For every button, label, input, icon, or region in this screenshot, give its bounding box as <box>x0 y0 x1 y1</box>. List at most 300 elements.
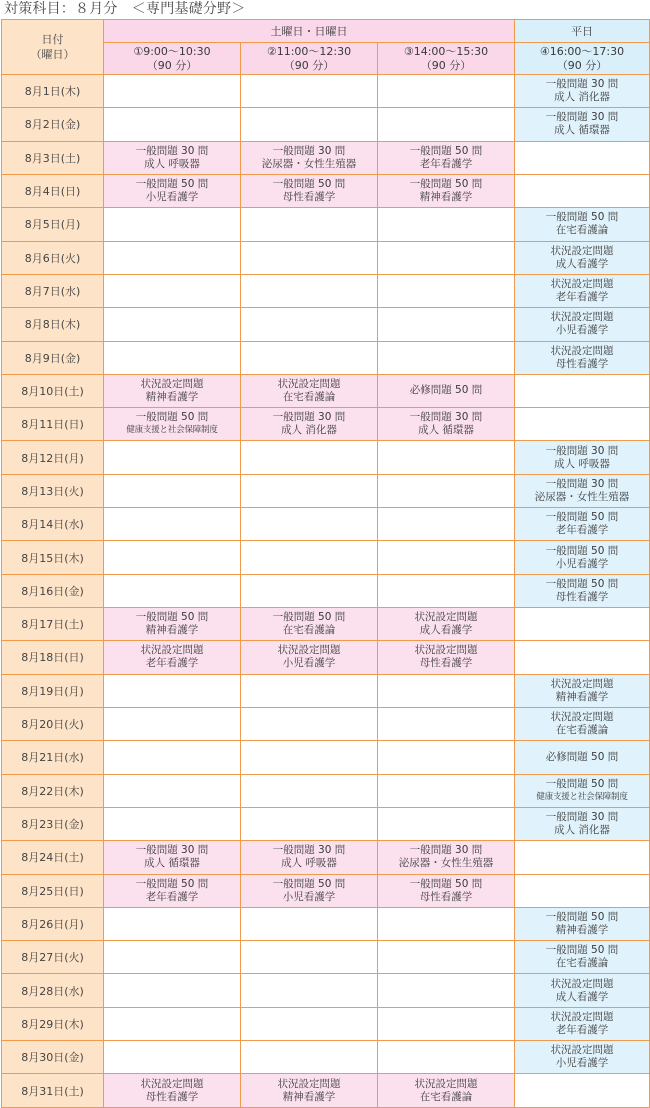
date-cell: 8月3日(土) <box>2 141 104 174</box>
session-subject: 母性看護学 <box>555 590 609 603</box>
session-cell <box>515 508 650 541</box>
session-type: 一般問題 50 問 <box>272 611 346 624</box>
table-row <box>2 508 650 541</box>
session-cell <box>515 75 650 108</box>
header-weekday-group: 平日 <box>515 20 650 43</box>
empty-cell <box>378 707 515 740</box>
session-type: 一般問題 50 問 <box>272 178 346 191</box>
session-subject: 小児看護学 <box>555 1057 609 1070</box>
table-row <box>2 108 650 141</box>
session-cell <box>515 707 650 740</box>
session-type: 状況設定問題 <box>414 611 478 624</box>
empty-cell <box>104 907 241 940</box>
empty-cell <box>104 508 241 541</box>
date-cell: 8月5日(月) <box>2 208 104 241</box>
empty-cell <box>104 1007 241 1040</box>
empty-cell <box>515 641 650 674</box>
session-subject: 成人看護学 <box>555 257 609 270</box>
session-cell <box>104 641 241 674</box>
empty-cell <box>378 907 515 940</box>
date-cell: 8月19日(月) <box>2 674 104 707</box>
session-subject: 老年看護学 <box>555 1023 609 1036</box>
session-type: 状況設定問題 <box>550 711 614 724</box>
session-type: 一般問題 50 問 <box>545 910 619 923</box>
session-cell <box>241 408 378 441</box>
session-cell <box>241 841 378 874</box>
empty-cell <box>378 208 515 241</box>
session-cell <box>515 274 650 307</box>
session-type: 一般問題 30 問 <box>545 444 619 457</box>
empty-cell <box>241 574 378 607</box>
session-cell <box>104 608 241 641</box>
date-cell: 8月6日(火) <box>2 241 104 274</box>
session-type: 一般問題 30 問 <box>545 477 619 490</box>
empty-cell <box>241 441 378 474</box>
table-row <box>2 707 650 740</box>
session-subject: 精神看護学 <box>555 690 609 703</box>
empty-cell <box>378 75 515 108</box>
session-type: 状況設定問題 <box>550 677 614 690</box>
date-cell: 8月18日(日) <box>2 641 104 674</box>
date-cell: 8月29日(木) <box>2 1007 104 1040</box>
session-cell <box>515 774 650 807</box>
session-subject: 在宅看護論 <box>555 724 609 737</box>
session-type: 状況設定問題 <box>550 344 614 357</box>
empty-cell <box>241 807 378 840</box>
empty-cell <box>378 674 515 707</box>
empty-cell <box>241 707 378 740</box>
session-subject: 老年看護学 <box>419 157 473 170</box>
table-row <box>2 75 650 108</box>
session-cell <box>515 907 650 940</box>
empty-cell <box>104 474 241 507</box>
date-cell: 8月7日(水) <box>2 274 104 307</box>
session-cell <box>515 474 650 507</box>
date-cell: 8月1日(木) <box>2 75 104 108</box>
session-subject: 小児看護学 <box>282 890 336 903</box>
header-weekend-group: 土曜日・日曜日 <box>104 20 515 43</box>
session-subject: 泌尿器・女性生殖器 <box>398 857 494 870</box>
session-cell <box>515 308 650 341</box>
session-cell <box>241 174 378 207</box>
session-type: 一般問題 30 問 <box>409 844 483 857</box>
date-cell: 8月4日(日) <box>2 174 104 207</box>
empty-cell <box>104 807 241 840</box>
empty-cell <box>104 674 241 707</box>
session-type: 一般問題 50 問 <box>545 211 619 224</box>
session-cell <box>104 174 241 207</box>
table-row <box>2 608 650 641</box>
table-row <box>2 974 650 1007</box>
empty-cell <box>378 574 515 607</box>
session-cell <box>378 374 515 407</box>
session-subject: 成人 循環器 <box>418 424 474 437</box>
session-cell <box>104 874 241 907</box>
session-type: 状況設定問題 <box>277 1077 341 1090</box>
date-cell: 8月16日(金) <box>2 574 104 607</box>
table-row <box>2 408 650 441</box>
empty-cell <box>104 974 241 1007</box>
session-subject: 在宅看護論 <box>419 1090 473 1103</box>
session-subject: 精神看護学 <box>145 390 199 403</box>
session-cell <box>378 641 515 674</box>
empty-cell <box>241 941 378 974</box>
empty-cell <box>515 1074 650 1108</box>
empty-cell <box>241 774 378 807</box>
session-subject: 成人 消化器 <box>281 424 337 437</box>
empty-cell <box>378 241 515 274</box>
session-type: 状況設定問題 <box>550 977 614 990</box>
table-row <box>2 1007 650 1040</box>
session-type: 一般問題 30 問 <box>545 811 619 824</box>
table-row <box>2 308 650 341</box>
session-type: 一般問題 50 問 <box>545 577 619 590</box>
empty-cell <box>241 541 378 574</box>
session-type: 一般問題 50 問 <box>545 544 619 557</box>
session-type: 状況設定問題 <box>550 244 614 257</box>
session-subject: 成人 呼吸器 <box>554 457 610 470</box>
session-subject: 在宅看護論 <box>555 224 609 237</box>
session-type: 一般問題 30 問 <box>272 844 346 857</box>
session-type: 状況設定問題 <box>550 311 614 324</box>
table-row <box>2 341 650 374</box>
schedule-table <box>1 19 650 1108</box>
empty-cell <box>104 741 241 774</box>
date-cell: 8月2日(金) <box>2 108 104 141</box>
date-cell: 8月9日(金) <box>2 341 104 374</box>
empty-cell <box>378 474 515 507</box>
date-cell: 8月13日(火) <box>2 474 104 507</box>
session-cell <box>241 641 378 674</box>
date-cell: 8月15日(木) <box>2 541 104 574</box>
empty-cell <box>104 208 241 241</box>
session-cell <box>515 108 650 141</box>
session-subject: 泌尿器・女性生殖器 <box>534 490 630 503</box>
table-row <box>2 1041 650 1074</box>
empty-cell <box>241 108 378 141</box>
session-type: 状況設定問題 <box>140 377 204 390</box>
header-row-groups <box>2 20 650 43</box>
session-cell <box>378 141 515 174</box>
session-type: 状況設定問題 <box>550 1010 614 1023</box>
empty-cell <box>104 241 241 274</box>
header-slot-1 <box>104 43 241 75</box>
session-cell <box>378 174 515 207</box>
empty-cell <box>104 541 241 574</box>
session-subject: 老年看護学 <box>145 890 199 903</box>
date-cell: 8月8日(木) <box>2 308 104 341</box>
empty-cell <box>104 441 241 474</box>
session-cell <box>515 974 650 1007</box>
session-subject: 母性看護学 <box>419 657 473 670</box>
session-cell <box>515 208 650 241</box>
slot-time: ①9:00～10:30 <box>133 44 211 58</box>
session-type: 状況設定問題 <box>140 644 204 657</box>
session-type: 一般問題 50 問 <box>135 178 209 191</box>
session-type: 必修問題 50 問 <box>545 750 619 763</box>
session-subject: 精神看護学 <box>419 191 473 204</box>
header-slot-4 <box>515 43 650 75</box>
session-cell <box>515 941 650 974</box>
session-cell <box>104 374 241 407</box>
session-cell <box>378 841 515 874</box>
empty-cell <box>378 807 515 840</box>
session-subject: 母性看護学 <box>145 1090 199 1103</box>
empty-cell <box>104 341 241 374</box>
session-type: 状況設定問題 <box>550 278 614 291</box>
session-subject: 精神看護学 <box>282 1090 336 1103</box>
session-cell <box>378 874 515 907</box>
empty-cell <box>241 508 378 541</box>
session-cell <box>515 741 650 774</box>
empty-cell <box>241 1041 378 1074</box>
session-type: 状況設定問題 <box>414 644 478 657</box>
session-subject: 母性看護学 <box>419 890 473 903</box>
empty-cell <box>378 774 515 807</box>
session-type: 状況設定問題 <box>140 1077 204 1090</box>
session-type: 一般問題 30 問 <box>545 78 619 91</box>
page-title: 対策科目：８月分 ＜専門基礎分野＞ <box>4 1 246 17</box>
empty-cell <box>241 974 378 1007</box>
empty-cell <box>378 541 515 574</box>
empty-cell <box>515 408 650 441</box>
date-cell: 8月10日(土) <box>2 374 104 407</box>
empty-cell <box>241 907 378 940</box>
session-type: 状況設定問題 <box>277 644 341 657</box>
table-row <box>2 274 650 307</box>
session-cell <box>241 874 378 907</box>
empty-cell <box>241 1007 378 1040</box>
date-cell: 8月12日(月) <box>2 441 104 474</box>
session-cell <box>515 1041 650 1074</box>
session-cell <box>104 408 241 441</box>
session-cell <box>515 241 650 274</box>
date-cell: 8月31日(土) <box>2 1074 104 1108</box>
empty-cell <box>104 941 241 974</box>
empty-cell <box>104 308 241 341</box>
session-cell <box>241 141 378 174</box>
schedule-body <box>2 75 650 1108</box>
session-subject: 成人 消化器 <box>554 91 610 104</box>
session-type: 一般問題 50 問 <box>545 511 619 524</box>
empty-cell <box>378 341 515 374</box>
table-row <box>2 241 650 274</box>
session-type: 状況設定問題 <box>414 1077 478 1090</box>
session-cell <box>515 541 650 574</box>
header-slot-2 <box>241 43 378 75</box>
session-subject: 老年看護学 <box>555 291 609 304</box>
table-row <box>2 574 650 607</box>
session-cell <box>241 608 378 641</box>
session-type: 一般問題 50 問 <box>409 144 483 157</box>
empty-cell <box>104 574 241 607</box>
slot-time: ③14:00～15:30 <box>403 44 489 58</box>
empty-cell <box>241 474 378 507</box>
table-row <box>2 774 650 807</box>
session-subject: 成人 循環器 <box>144 857 200 870</box>
date-cell: 8月17日(土) <box>2 608 104 641</box>
session-subject: 母性看護学 <box>555 357 609 370</box>
session-cell <box>378 1074 515 1108</box>
empty-cell <box>104 1041 241 1074</box>
session-subject: 在宅看護論 <box>282 390 336 403</box>
table-row <box>2 441 650 474</box>
slot-time: ④16:00～17:30 <box>539 44 625 58</box>
session-subject: 小児看護学 <box>145 191 199 204</box>
session-type: 一般問題 50 問 <box>545 944 619 957</box>
session-cell <box>104 141 241 174</box>
session-subject: 小児看護学 <box>555 324 609 337</box>
session-cell <box>515 1007 650 1040</box>
empty-cell <box>104 774 241 807</box>
empty-cell <box>515 174 650 207</box>
session-subject: 健康支援と社会保障制度 <box>536 791 628 802</box>
empty-cell <box>241 75 378 108</box>
session-subject: 成人 呼吸器 <box>281 857 337 870</box>
date-cell: 8月28日(水) <box>2 974 104 1007</box>
table-row <box>2 941 650 974</box>
session-subject: 精神看護学 <box>145 624 199 637</box>
session-subject: 健康支援と社会保障制度 <box>126 425 218 436</box>
empty-cell <box>378 1041 515 1074</box>
session-subject: 小児看護学 <box>282 657 336 670</box>
table-row <box>2 208 650 241</box>
table-row <box>2 741 650 774</box>
date-cell: 8月22日(木) <box>2 774 104 807</box>
session-cell <box>515 674 650 707</box>
date-cell: 8月11日(日) <box>2 408 104 441</box>
date-cell: 8月30日(金) <box>2 1041 104 1074</box>
session-cell <box>378 608 515 641</box>
session-subject: 成人 消化器 <box>554 824 610 837</box>
session-cell <box>515 574 650 607</box>
empty-cell <box>515 141 650 174</box>
empty-cell <box>104 274 241 307</box>
date-cell: 8月24日(土) <box>2 841 104 874</box>
header-date-label: 日付 <box>41 33 64 46</box>
empty-cell <box>378 108 515 141</box>
empty-cell <box>241 208 378 241</box>
session-type: 一般問題 50 問 <box>409 877 483 890</box>
empty-cell <box>378 441 515 474</box>
empty-cell <box>241 241 378 274</box>
empty-cell <box>378 974 515 1007</box>
session-cell <box>241 374 378 407</box>
table-row <box>2 174 650 207</box>
session-type: 状況設定問題 <box>550 1044 614 1057</box>
table-row <box>2 807 650 840</box>
empty-cell <box>241 741 378 774</box>
session-subject: 成人看護学 <box>555 990 609 1003</box>
session-cell <box>104 1074 241 1108</box>
session-type: 一般問題 30 問 <box>272 411 346 424</box>
session-type: 一般問題 50 問 <box>135 411 209 424</box>
date-cell: 8月25日(日) <box>2 874 104 907</box>
empty-cell <box>515 374 650 407</box>
session-type: 一般問題 50 問 <box>135 877 209 890</box>
session-type: 必修問題 50 問 <box>409 384 483 397</box>
empty-cell <box>241 274 378 307</box>
empty-cell <box>241 674 378 707</box>
slot-duration: （90 分） <box>146 58 198 72</box>
session-subject: 老年看護学 <box>555 524 609 537</box>
empty-cell <box>378 508 515 541</box>
session-type: 一般問題 30 問 <box>135 844 209 857</box>
empty-cell <box>378 1007 515 1040</box>
empty-cell <box>378 741 515 774</box>
table-row <box>2 641 650 674</box>
empty-cell <box>515 608 650 641</box>
session-subject: 成人 循環器 <box>554 124 610 137</box>
table-row <box>2 541 650 574</box>
session-subject: 在宅看護論 <box>282 624 336 637</box>
empty-cell <box>515 874 650 907</box>
session-subject: 母性看護学 <box>282 191 336 204</box>
session-subject: 成人看護学 <box>419 624 473 637</box>
session-type: 一般問題 50 問 <box>545 777 619 790</box>
slot-duration: （90 分） <box>420 58 472 72</box>
session-subject: 老年看護学 <box>145 657 199 670</box>
table-row <box>2 474 650 507</box>
date-cell: 8月27日(火) <box>2 941 104 974</box>
session-cell <box>241 1074 378 1108</box>
date-cell: 8月23日(金) <box>2 807 104 840</box>
session-cell <box>104 841 241 874</box>
header-date <box>2 20 104 75</box>
table-row <box>2 141 650 174</box>
date-cell: 8月20日(火) <box>2 707 104 740</box>
session-subject: 泌尿器・女性生殖器 <box>261 157 357 170</box>
slot-time: ②11:00～12:30 <box>266 44 352 58</box>
header-slot-3 <box>378 43 515 75</box>
empty-cell <box>104 108 241 141</box>
header-date-sub: （曜日） <box>30 48 75 61</box>
empty-cell <box>378 274 515 307</box>
session-type: 一般問題 30 問 <box>409 411 483 424</box>
date-cell: 8月21日(水) <box>2 741 104 774</box>
session-cell <box>515 441 650 474</box>
table-row <box>2 841 650 874</box>
session-cell <box>378 408 515 441</box>
session-cell <box>515 341 650 374</box>
table-row <box>2 874 650 907</box>
table-row <box>2 374 650 407</box>
date-cell: 8月26日(月) <box>2 907 104 940</box>
empty-cell <box>104 75 241 108</box>
session-type: 一般問題 50 問 <box>135 611 209 624</box>
slot-duration: （90 分） <box>556 58 608 72</box>
table-row <box>2 674 650 707</box>
session-subject: 小児看護学 <box>555 557 609 570</box>
session-cell <box>515 807 650 840</box>
empty-cell <box>378 941 515 974</box>
session-subject: 成人 呼吸器 <box>144 157 200 170</box>
session-type: 一般問題 50 問 <box>409 178 483 191</box>
empty-cell <box>241 308 378 341</box>
session-subject: 精神看護学 <box>555 923 609 936</box>
slot-duration: （90 分） <box>283 58 335 72</box>
session-subject: 在宅看護論 <box>555 957 609 970</box>
session-type: 状況設定問題 <box>277 377 341 390</box>
session-type: 一般問題 30 問 <box>135 144 209 157</box>
session-type: 一般問題 30 問 <box>272 144 346 157</box>
session-type: 一般問題 50 問 <box>272 877 346 890</box>
empty-cell <box>241 341 378 374</box>
table-row <box>2 907 650 940</box>
table-row <box>2 1074 650 1108</box>
date-cell: 8月14日(水) <box>2 508 104 541</box>
empty-cell <box>104 707 241 740</box>
